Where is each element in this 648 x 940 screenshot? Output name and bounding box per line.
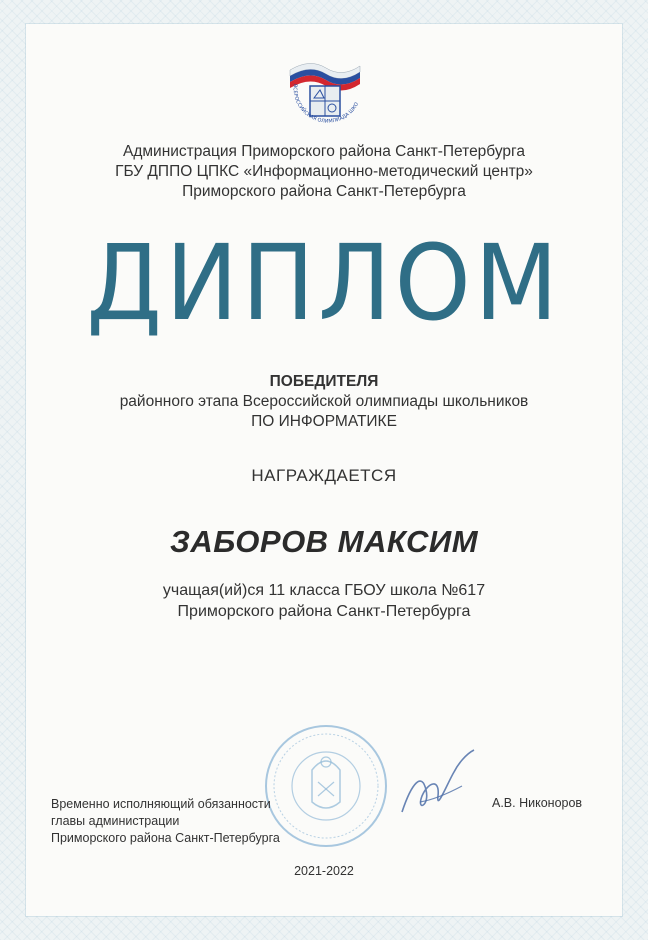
- academic-year: 2021-2022: [294, 864, 354, 878]
- awarded-label: НАГРАЖДАЕТСЯ: [251, 466, 397, 485]
- student-class-school: учащая(ий)ся 11 класса ГБОУ школа №617: [162, 582, 486, 599]
- handwritten-signature-icon: [392, 742, 492, 832]
- recipient-name: ЗАБОРОВ МАКСИМ: [169, 524, 479, 559]
- issuer-header: [0, 142, 648, 202]
- position-line-2: главы администрации: [51, 814, 180, 828]
- winner-heading: ПОБЕДИТЕЛЯ: [269, 373, 379, 390]
- olympiad-emblem-icon: [280, 50, 370, 135]
- olympiad-description: районного этапа Всероссийской олимпиады школьников: [119, 393, 529, 410]
- issuer-line-1: Администрация Приморского района Санкт-Петербурга: [123, 143, 525, 160]
- position-line-3: Приморского района Санкт-Петербурга: [51, 831, 280, 845]
- position-line-1: Временно исполняющий обязанности: [51, 797, 271, 811]
- issuer-line-3: Приморского района Санкт-Петербурга: [182, 183, 466, 200]
- signatory-position: [51, 796, 280, 847]
- winner-block: [0, 372, 648, 432]
- student-district: Приморского района Санкт-Петербурга: [177, 603, 471, 620]
- emblem-ring-text: ВСЕРОССИЙСКАЯ ОЛИМПИАДА ШКО: [291, 83, 361, 125]
- student-info: [0, 580, 648, 622]
- diploma-title: ДИПЛОМ: [86, 222, 562, 344]
- signatory-name: А.В. Никоноров: [492, 796, 583, 810]
- olympiad-subject: ПО ИНФОРМАТИКЕ: [251, 413, 397, 430]
- issuer-line-2: ГБУ ДППО ЦПКС «Информационно-методический центр»: [115, 163, 533, 180]
- official-seal-icon: [262, 722, 390, 850]
